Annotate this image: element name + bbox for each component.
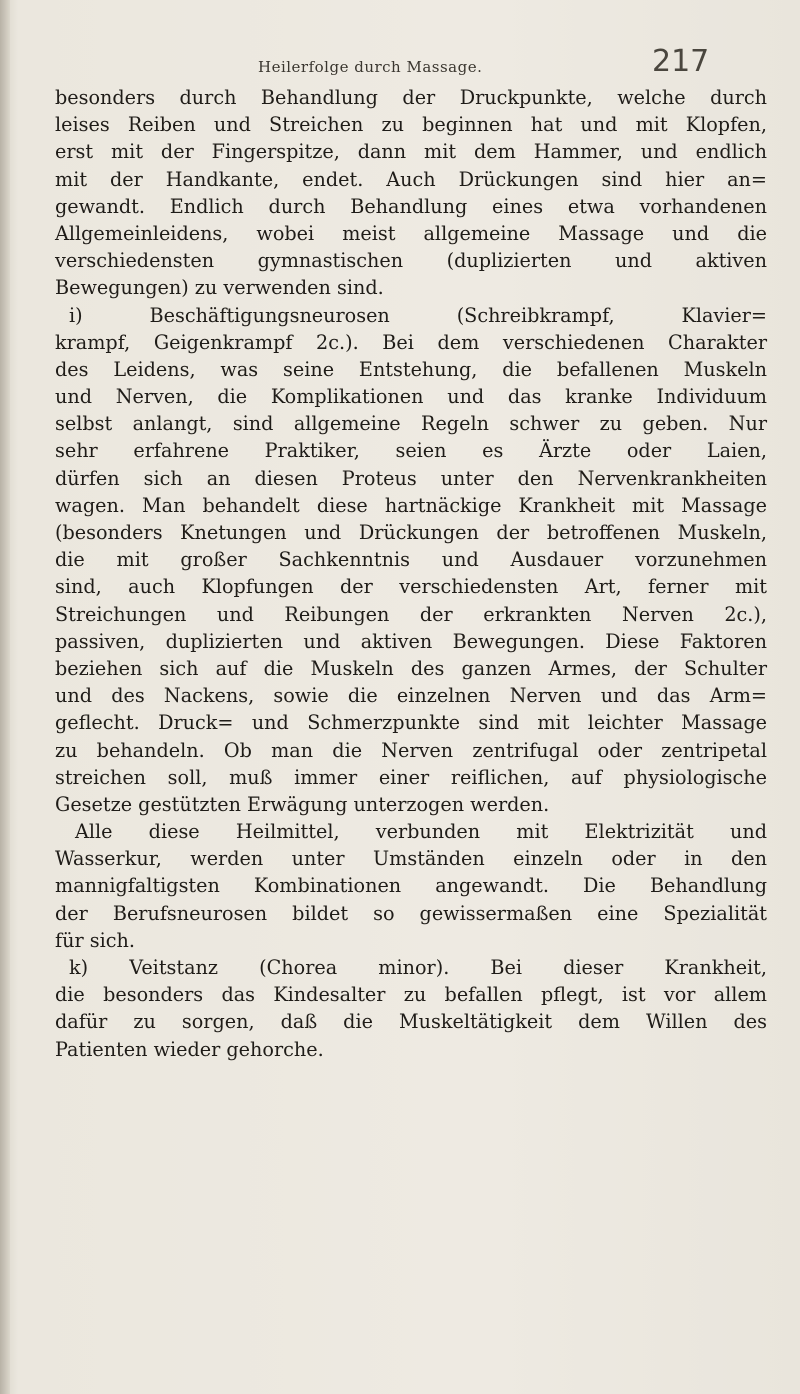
text-line: leises Reiben und Streichen zu beginnen hat und mit Klopfen, [55,113,767,137]
page-number: 217 [652,44,710,79]
text-line: Wasserkur, werden unter Umständen einzeln oder in den [55,847,767,871]
text-line: dafür zu sorgen, daß die Muskeltätigkeit dem Willen des [55,1010,767,1034]
text-line: wagen. Man behandelt diese hartnäckige Krankheit mit Massage [55,493,767,517]
text-line: selbst anlangt, sind allgemeine Regeln schwer zu geben. Nur [55,412,767,436]
text-line: Streichungen und Reibungen der erkrankten Nerven 2c.), [55,602,767,626]
text-line: Patienten wieder gehorche. [55,1037,324,1061]
text-line: und Nerven, die Komplikationen und das kranke Individuum [55,385,767,409]
text-line: passiven, duplizierten und aktiven Bewegungen. Diese Faktoren [55,629,767,653]
section-heading-i: i) Beschäftigungsneurosen (Schreibkrampf, Klavier= [69,303,767,327]
text-line: streichen soll, muß immer einer reiflichen, auf physiologische [55,765,767,789]
body-text [55,84,767,1063]
text-line: und des Nackens, sowie die einzelnen Nerven und das Arm= [55,684,767,708]
text-line: dürfen sich an diesen Proteus unter den Nervenkrankheiten [55,466,767,490]
text-line: für sich. [55,928,135,952]
text-line: beziehen sich auf die Muskeln des ganzen Armes, der Schulter [55,656,767,680]
running-title: Heilerfolge durch Massage. [258,58,483,76]
text-line: der Berufsneurosen bildet so gewissermaßen eine Spezialität [55,901,767,925]
text-line: des Leidens, was seine Entstehung, die befallenen Muskeln [55,357,767,381]
text-line: mannigfaltigsten Kombinationen angewandt. Die Behandlung [55,874,767,898]
text-line: sind, auch Klopfungen der verschiedensten Art, ferner mit [55,575,767,599]
text-line: besonders durch Behandlung der Druckpunkte, welche durch [55,86,767,109]
text-line: Bewegungen) zu verwenden sind. [55,276,384,300]
text-line: zu behandeln. Ob man die Nerven zentrifugal oder zentripetal [55,738,767,762]
text-line: krampf, Geigenkrampf 2c.). Bei dem verschiedenen Charakter [55,330,767,354]
text-line: mit der Handkante, endet. Auch Drückungen sind hier an= [55,167,767,191]
text-line: Allgemeinleidens, wobei meist allgemeine Massage und die [55,221,767,245]
text-line: (besonders Knetungen und Drückungen der betroffenen Muskeln, [55,521,767,544]
page-binding-shadow [0,0,10,1394]
text-line: gewandt. Endlich durch Behandlung eines etwa vorhandenen [55,194,767,218]
text-line: die mit großer Sachkenntnis und Ausdauer vorzunehmen [55,548,767,572]
section-heading-k: k) Veitstanz (Chorea minor). Bei dieser Krankheit, [69,956,767,979]
text-line: Gesetze gestützten Erwägung unterzogen werden. [55,792,550,816]
text-line: erst mit der Fingerspitze, dann mit dem Hammer, und endlich [55,140,767,164]
text-line: geflecht. Druck= und Schmerzpunkte sind mit leichter Massage [55,711,767,735]
text-line: Alle diese Heilmittel, verbunden mit Elektrizität und [75,820,767,844]
text-line: die besonders das Kindesalter zu befallen pflegt, ist vor allem [55,983,767,1007]
text-line: verschiedensten gymnastischen (duplizierten und aktiven [55,249,767,273]
text-line: sehr erfahrene Praktiker, seien es Ärzte oder Laien, [55,439,767,463]
